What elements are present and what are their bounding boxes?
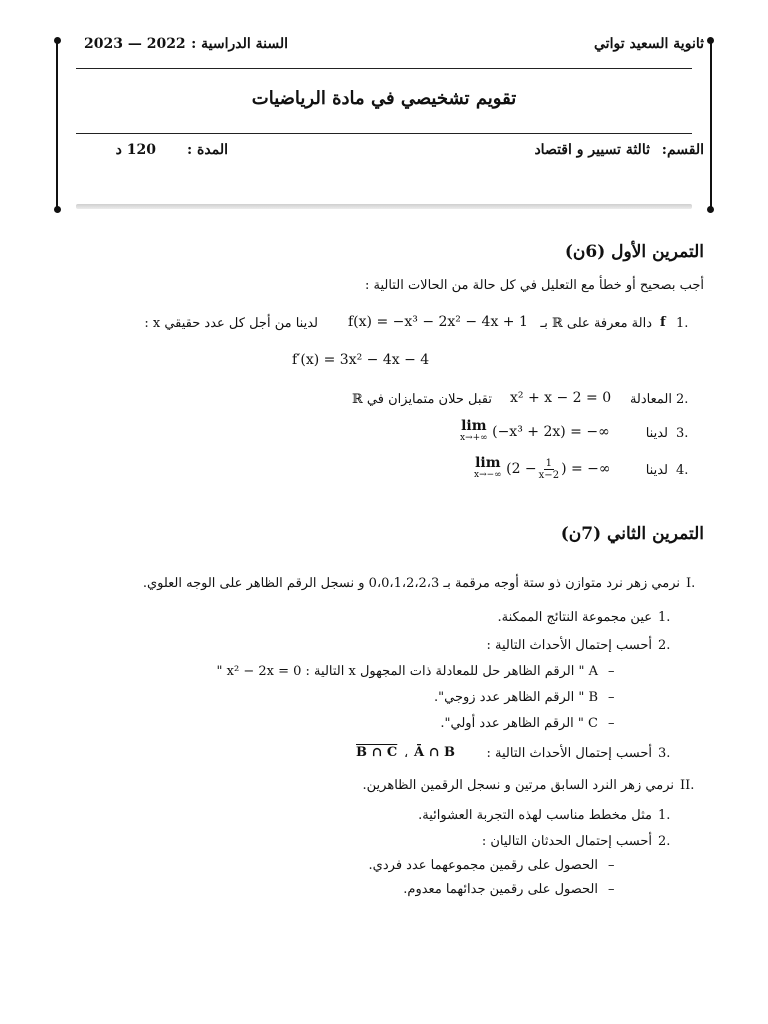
- lim-subscript: x→−∞: [474, 470, 502, 480]
- header-bottom-bar: [76, 204, 692, 209]
- question-number: 2.: [658, 834, 671, 849]
- header-divider: [76, 68, 692, 69]
- duration-label: المدة :: [187, 142, 228, 158]
- year-value: 2023 — 2022: [84, 36, 186, 52]
- limit-body: (−x³ + 2x) = −∞: [492, 424, 610, 440]
- limit-expression-4: [474, 457, 611, 481]
- event-dash: –: [608, 882, 615, 897]
- item-1-formula: f(x) = −x³ − 2x² − 4x + 1: [348, 314, 528, 330]
- item-1-text: دالة معرفة على ℝ بـ: [540, 316, 652, 331]
- question-number: 3.: [658, 746, 671, 761]
- page-title: تقويم تشخيصي في مادة الرياضيات: [251, 88, 517, 109]
- lim-word: lim: [461, 418, 487, 434]
- item-4-text: لدينا: [645, 463, 668, 478]
- fraction: [539, 458, 559, 481]
- function-symbol: f: [660, 315, 666, 330]
- corner-dot: [54, 37, 61, 44]
- item-number: 3.: [676, 426, 689, 441]
- item-1-condition: لدينا من أجل كل عدد حقيقي x :: [144, 316, 318, 331]
- event-a: A " الرقم الظاهر حل للمعادلة ذات المجهول x التالية : x² − 2x = 0 ": [216, 664, 598, 679]
- event-dash: –: [608, 664, 615, 679]
- event-dash: –: [608, 858, 615, 873]
- event-zero-product: الحصول على رقمين جدائهما معدوم.: [403, 882, 598, 897]
- question-ii-2-text: أحسب إحتمال الحدثان التاليان :: [481, 834, 652, 849]
- duration-value: 120 د: [115, 142, 156, 158]
- class-value: ثالثة تسيير و اقتصاد: [534, 142, 650, 158]
- event-odd-sum: الحصول على رقمين مجموعهما عدد فردي.: [368, 858, 598, 873]
- event-dash: –: [608, 716, 615, 731]
- question-1-text: عين مجموعة النتائج الممكنة.: [497, 610, 652, 625]
- question-number: 1.: [658, 808, 671, 823]
- year-label: السنة الدراسية :: [191, 36, 288, 52]
- item-2-condition: تقبل حلان متمايزان في ℝ: [351, 392, 492, 407]
- event-b: B " الرقم الظاهر عدد زوجي".: [434, 690, 598, 705]
- item-3-text: لدينا: [645, 426, 668, 441]
- event-dash: –: [608, 690, 615, 705]
- derivative-formula: f′(x) = 3x² − 4x − 4: [292, 352, 430, 368]
- corner-dot: [707, 206, 714, 213]
- separator: ،: [404, 746, 409, 761]
- corner-dot: [54, 206, 61, 213]
- fraction-denominator: x−2: [538, 469, 560, 481]
- item-number: 2.: [676, 392, 689, 407]
- event-a-bar-cap-b: Ā ∩ B: [414, 745, 456, 760]
- class-label: القسم:: [661, 142, 704, 158]
- question-ii-1-text: مثل مخطط مناسب لهذه التجربة العشوائية.: [418, 808, 652, 823]
- header-frame: [56, 40, 712, 210]
- question-number: 2.: [658, 638, 671, 653]
- question-number: 1.: [658, 610, 671, 625]
- item-number: 4.: [676, 463, 689, 478]
- part-2-text: نرمي زهر النرد السابق مرتين و نسجل الرقمين الظاهرين.: [362, 778, 674, 793]
- header-divider: [76, 133, 692, 134]
- part-number: I.: [686, 576, 696, 591]
- corner-dot: [707, 37, 714, 44]
- exercise-1-title: التمرين الأول (6ن): [564, 242, 704, 262]
- event-b-cap-c-complement: B ∩ C: [356, 745, 398, 760]
- limit-body-start: (2 −: [506, 461, 537, 477]
- question-3-text: أحسب إحتمال الأحداث التالية :: [486, 746, 652, 761]
- right-border: [710, 40, 712, 210]
- school-name: ثانوية السعيد تواتي: [594, 36, 704, 52]
- question-2-text: أحسب إحتمال الأحداث التالية :: [486, 638, 652, 653]
- lim-subscript: x→+∞: [460, 433, 488, 443]
- limit-body-end: ) = −∞: [561, 461, 611, 477]
- item-number: 1.: [676, 316, 689, 331]
- part-number: II.: [680, 778, 695, 793]
- part-1-text: نرمي زهر نرد متوازن ذو ستة أوجه مرقمة بـ 0،0،1،2،2،3 و نسجل الرقم الظاهر على الوجه العلوي.: [142, 576, 680, 591]
- fraction-numerator: 1: [545, 457, 553, 469]
- equation-formula: x² + x − 2 = 0: [510, 390, 612, 406]
- left-border: [56, 40, 58, 210]
- exercise-1-instruction: أجب بصحيح أو خطأ مع التعليل في كل حالة من الحالات التالية :: [364, 278, 704, 293]
- item-2-text: المعادلة: [629, 392, 672, 407]
- event-c: C " الرقم الظاهر عدد أولي".: [440, 716, 598, 731]
- exercise-2-title: التمرين الثاني (7ن): [560, 524, 704, 544]
- lim-word: lim: [475, 455, 501, 471]
- limit-expression-3: [460, 420, 610, 444]
